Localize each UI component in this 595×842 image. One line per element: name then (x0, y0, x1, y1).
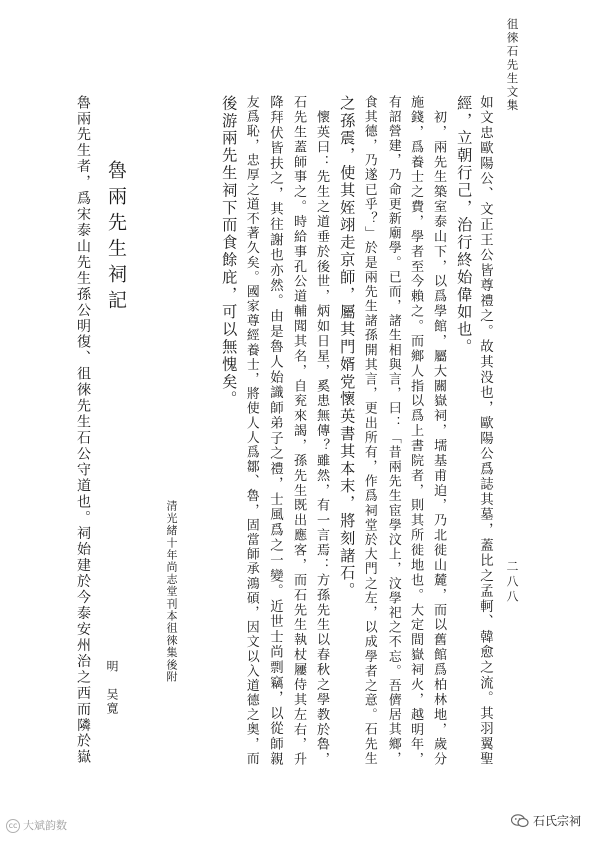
text-column: 友爲恥，忠厚之道不著久矣。國家尊經養士，將使人人爲鄒、魯，固當師承鴻碩，因文以入道德之奥，而 (243, 95, 259, 767)
text-column: 食其德，乃遂已乎？」於是兩先生諸孫開其言，更出所有，作爲祠堂於大門之左，以成學者之意。石先生 (361, 95, 377, 767)
text-column: 有詔營建，乃命更新廟學。已而，諸生相與言，曰：「昔兩先生宦學汶上，汶學祀之不忘。吾儕居其鄉， (385, 95, 401, 767)
text-column: 施錢，爲養士之費，學者至今賴之。而鄉人指以爲上書院者，則其所徙地也。大定間嶽祠火，越明年， (408, 95, 424, 768)
colophon: 清光緒十年尚志堂刊本徂徠集後附 (165, 500, 178, 683)
text-column: 懷英曰：先生之道垂於後世，炳如日星，奚患無傳？雖然，有一言焉：方孫先生以春秋之學教於魯， (314, 95, 330, 768)
author-line: 明 吴寛 (105, 660, 119, 716)
chat-bubbles-icon (511, 814, 529, 828)
text-column: 經，立朝行己，治行終始偉如也。 (455, 95, 474, 356)
section-heading: 魯兩先生祠記 (105, 160, 127, 316)
account-label: 石氏宗祠 (532, 814, 581, 828)
text-column: 後游兩先生祠下而食餘庇，可以無愧矣。 (220, 95, 239, 409)
text-column: 初，兩先生築室泰山下，以爲學館，屬大關嶽祠，壖基甫迫，乃北徙山麓，而以舊館爲柏林地，歲分 (431, 95, 447, 768)
running-title: 徂徠石先生文集 (505, 18, 520, 113)
cc-icon: cc (6, 819, 20, 833)
text-column: 石先生蓋師事之。時給事孔公道輔聞其名，自兖來謁，孫先生既出應客，而石先生執杖屨侍其左右，升 (291, 95, 307, 768)
watermark-text: 大斌韵数 (23, 819, 67, 832)
text-column: 之孫震，使其姪翊走京師，屬其門婿党懷英書其本末，將刻諸石。 (338, 95, 357, 600)
text-column: 魯兩先生者，爲宋泰山先生孫公明復、徂徠先生石公守道也。祠始建於今泰安州治之西而隣於嶽 (75, 95, 91, 766)
account-badge (511, 812, 581, 829)
text-column: 如文忠歐陽公、文正王公皆尊禮之。故其没也，歐陽公爲誌其墓，蓋比之孟軻、韓愈之流。其羽翼聖 (477, 95, 493, 768)
text-column: 降拜伏皆扶之，其往謝也亦然。由是魯人始識師弟子之禮，士風爲之一變。近世士尚剽竊，以從師親 (267, 95, 283, 768)
page-number: 二八八 (505, 560, 519, 605)
watermark-left (6, 817, 67, 833)
